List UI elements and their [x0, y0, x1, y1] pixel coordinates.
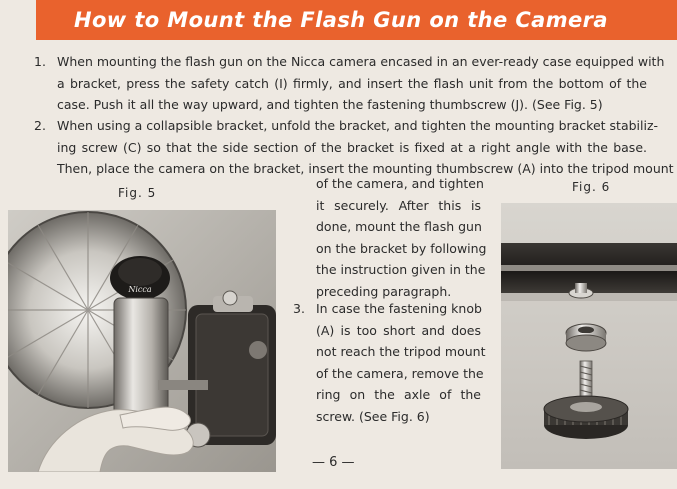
- step-2-cont-line: on the bracket by following: [316, 240, 487, 256]
- step-3-number: 3.: [293, 301, 305, 316]
- fig-5-photo: [8, 210, 276, 472]
- flash-brand-text: Nicca: [128, 285, 152, 294]
- step-1-line: a bracket, press the safety catch (I) firmly, and insert the flash unit from the bottom of the: [57, 75, 647, 91]
- step-2-line: ing screw (C) so that the side section of the bracket is fixed at a right angle with the base.: [57, 139, 647, 155]
- step-3-line: In case the fastening knob: [316, 301, 482, 316]
- step-3-line: screw. (See Fig. 6): [316, 408, 430, 424]
- step-3-line: of the camera, remove the: [316, 365, 484, 381]
- step-3-line: not reach the tripod mount: [316, 344, 486, 360]
- step-2-cont-line: preceding paragraph.: [316, 283, 452, 299]
- step-2-number: 2.: [34, 118, 46, 133]
- step-1-number: 1.: [34, 54, 46, 69]
- page-number: — 6 —: [312, 455, 355, 470]
- step-2-line: When using a collapsible bracket, unfold the bracket, and tighten the mounting bracket stabiliz-: [57, 118, 659, 133]
- step-2-text: [57, 115, 674, 180]
- step-2-cont-line: done, mount the flash gun: [316, 219, 482, 235]
- fig-6-photo: [501, 203, 677, 469]
- step-2-line: Then, place the camera on the bracket, insert the mounting thumbscrew (A) into the tripod mount: [57, 161, 674, 177]
- step-1-line: case. Push it all the way upward, and tighten the fastening thumbscrew (J). (See Fig. 5): [57, 97, 603, 113]
- step-1-text: [57, 51, 665, 116]
- step-1-line: When mounting the flash gun on the Nicca camera encased in an ever-ready case equipped with: [57, 54, 665, 69]
- title-bar: [36, 0, 677, 40]
- fig-6-label: Fig. 6: [572, 180, 611, 194]
- step-2-continuation: [316, 173, 487, 303]
- step-2-cont-line: the instruction given in the: [316, 262, 486, 278]
- step-3-line: (A) is too short and does: [316, 322, 481, 338]
- step-2-cont-line: it securely. After this is: [316, 197, 481, 213]
- page-title: How to Mount the Flash Gun on the Camera: [74, 8, 608, 32]
- step-3-line: ring on the axle of the: [316, 387, 481, 403]
- step-3-text: [316, 298, 486, 428]
- fig-5-label: Fig. 5: [118, 186, 157, 200]
- step-2-cont-line: of the camera, and tighten: [316, 176, 484, 191]
